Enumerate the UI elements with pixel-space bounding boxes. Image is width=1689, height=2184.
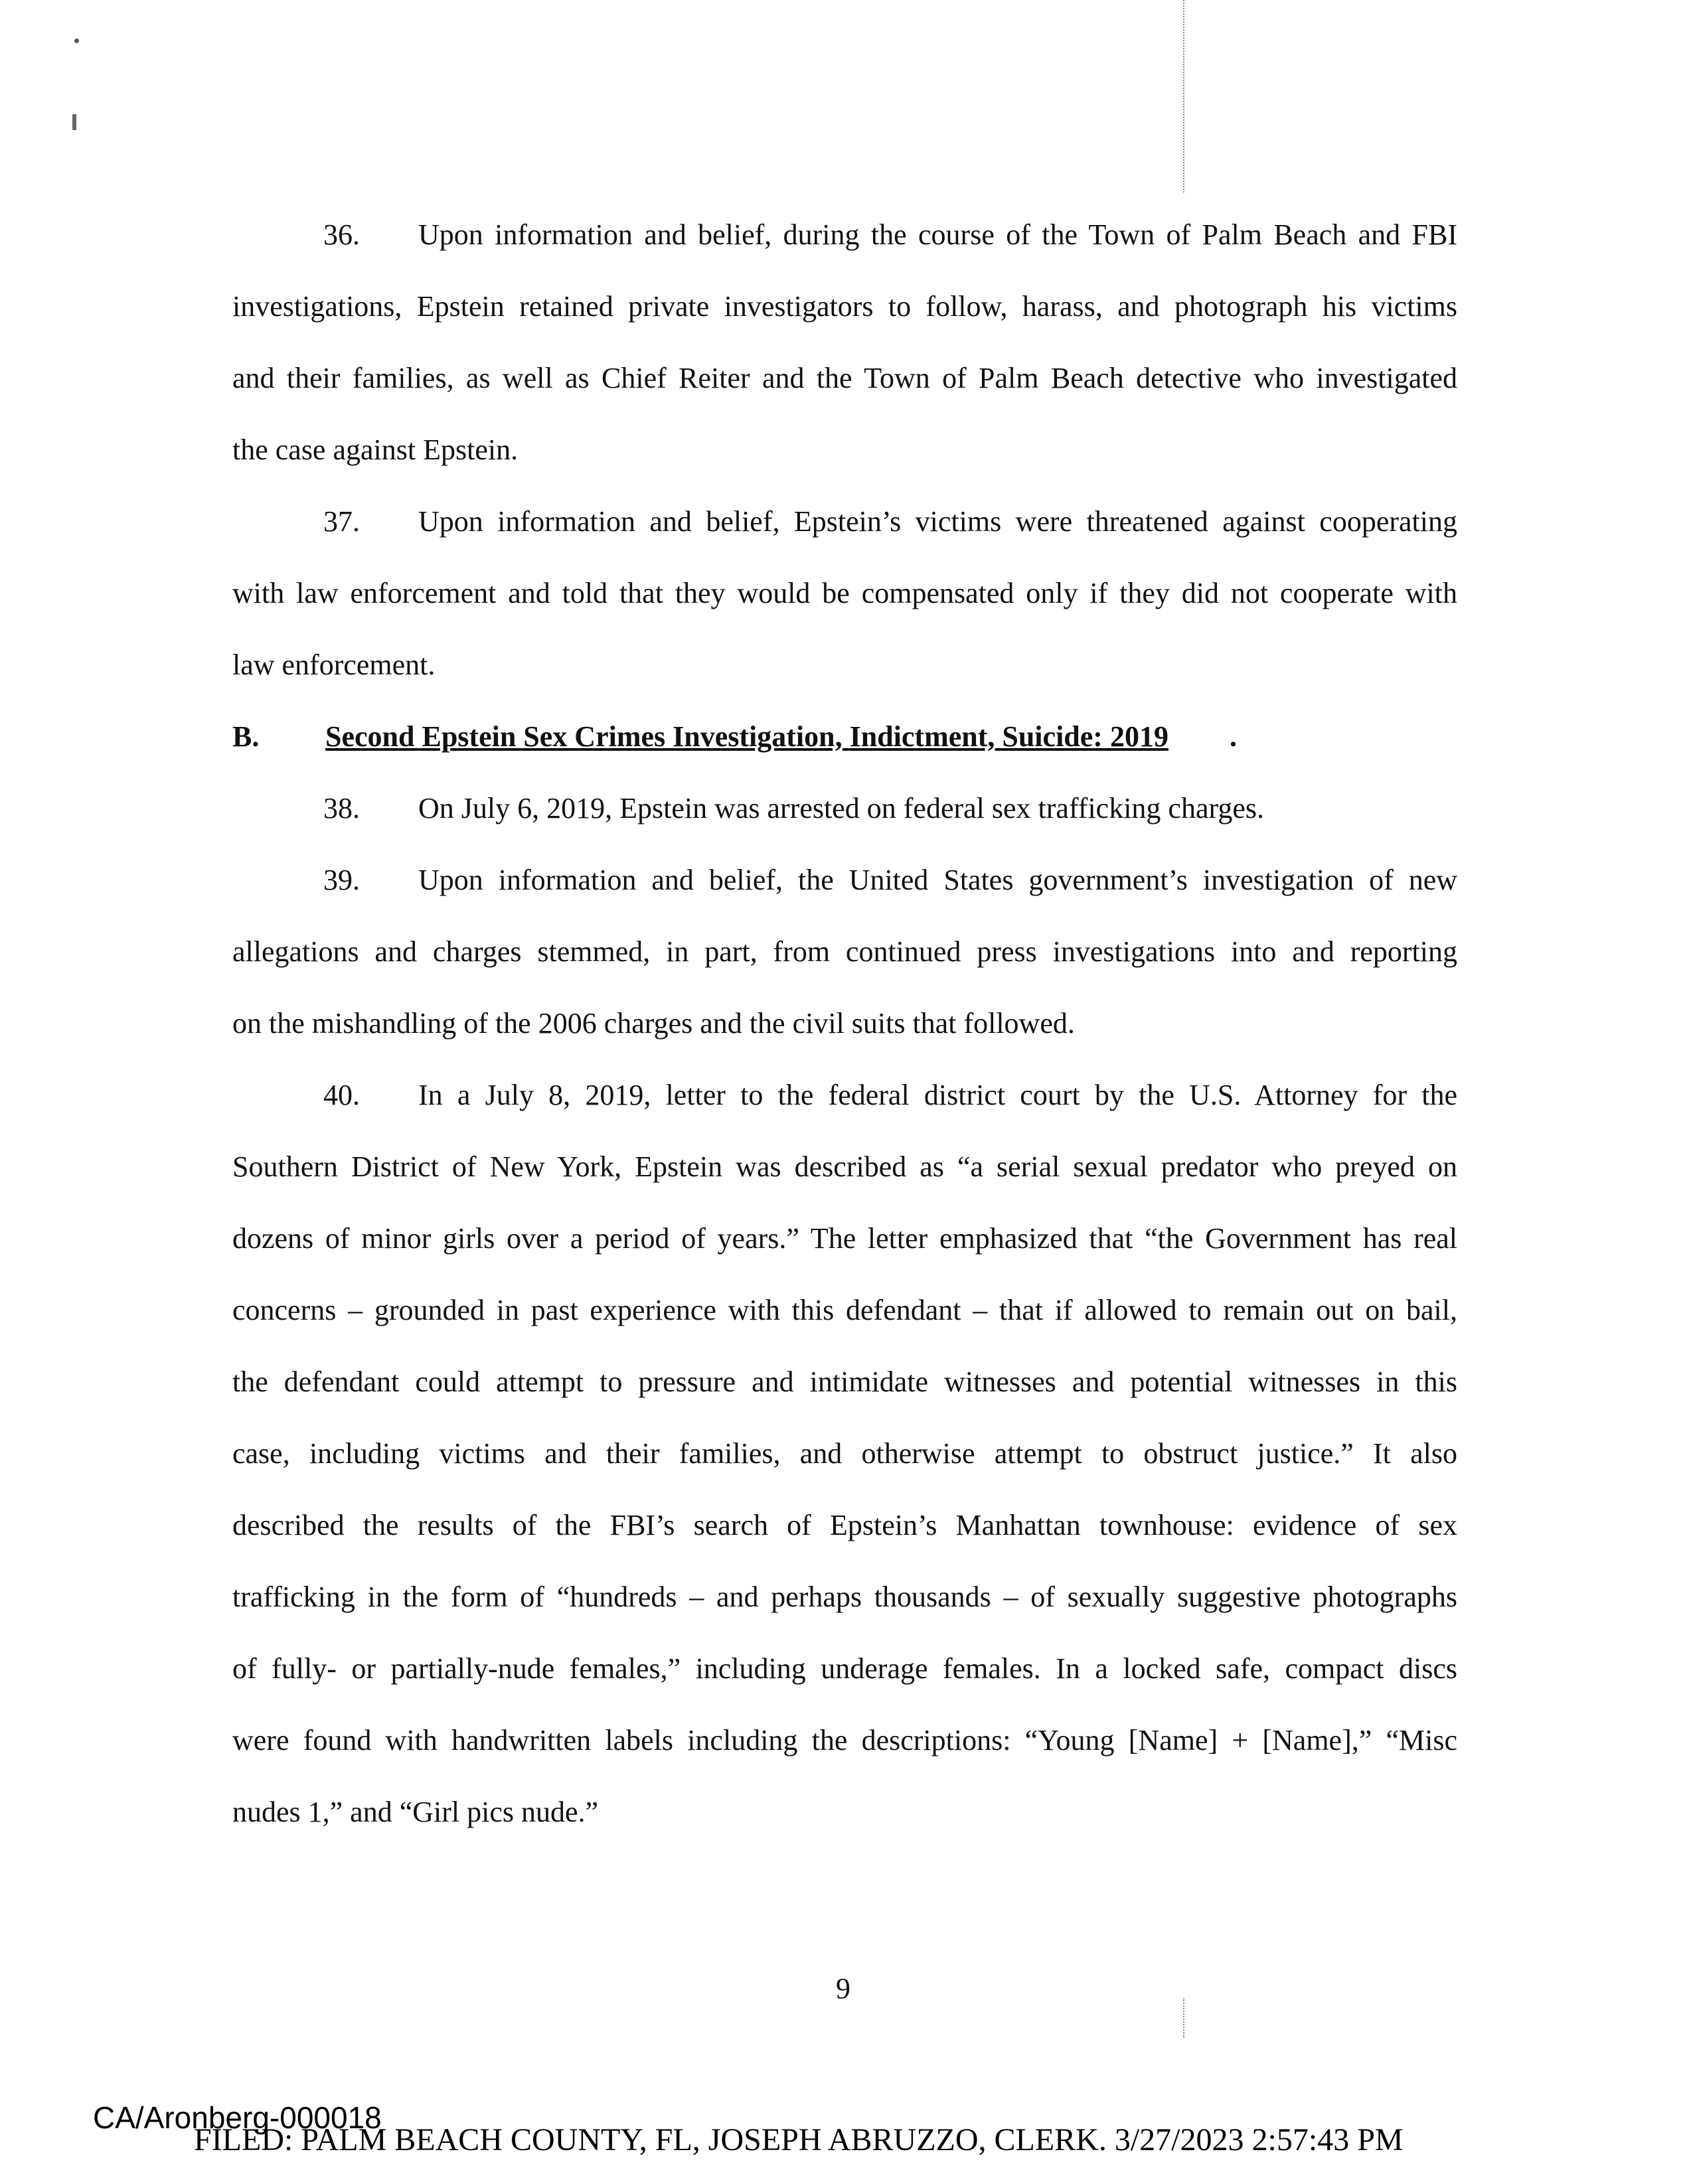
- page-number: 9: [836, 1972, 850, 2005]
- paragraph-number: 38.: [323, 792, 360, 824]
- paragraph-line: dozens of minor girls over a period of years.” The letter emphasized that “the Government has real: [232, 1222, 1457, 1255]
- paragraph-line: the defendant could attempt to pressure and intimidate witnesses and potential witnesses in this: [232, 1365, 1457, 1398]
- paragraph-line: Upon information and belief, during the course of the Town of Palm Beach and FBI: [418, 218, 1457, 251]
- paragraph-line: concerns – grounded in past experience with this defendant – that if allowed to remain out on bail,: [232, 1294, 1457, 1326]
- paragraph-line: case, including victims and their families, and otherwise attempt to obstruct justice.” It also: [232, 1437, 1457, 1470]
- scan-dotted-line: [1183, 1998, 1186, 2038]
- section-heading-period: .: [1230, 720, 1237, 753]
- paragraph-line: the case against Epstein.: [232, 433, 519, 466]
- paragraph-number: 39.: [323, 864, 360, 896]
- paragraph-line: law enforcement.: [232, 649, 436, 681]
- paragraph-number: 36.: [323, 218, 360, 251]
- paragraph-line: investigations, Epstein retained private investigators to follow, harass, and photograph his victims: [232, 290, 1457, 323]
- paragraph-line: On July 6, 2019, Epstein was arrested on federal sex trafficking charges.: [418, 792, 1265, 824]
- bates-number: CA/Aronberg-000018: [93, 2100, 382, 2135]
- paragraph-line: Upon information and belief, the United States government’s investigation of new: [418, 864, 1457, 896]
- paragraph-line: Southern District of New York, Epstein was described as “a serial sexual predator who preyed on: [232, 1150, 1457, 1183]
- filed-stamp: FILED: PALM BEACH COUNTY, FL, JOSEPH ABRUZZO, CLERK. 3/27/2023 2:57:43 PM: [194, 2122, 1404, 2157]
- paragraph-line: In a July 8, 2019, letter to the federal district court by the U.S. Attorney for the: [418, 1079, 1457, 1111]
- scan-speck: [74, 39, 79, 43]
- paragraph-line: on the mishandling of the 2006 charges and the civil suits that followed.: [232, 1007, 1075, 1040]
- paragraph-line: were found with handwritten labels including the descriptions: “Young [Name] + [Name],” “Misc: [232, 1724, 1457, 1756]
- scan-dotted-line: [1183, 0, 1186, 193]
- section-heading-letter: B.: [232, 720, 260, 753]
- paragraph-number: 37.: [323, 505, 360, 538]
- scan-speck: [72, 114, 76, 130]
- section-heading-title: Second Epstein Sex Crimes Investigation, Indictment, Suicide: 2019: [325, 720, 1168, 753]
- paragraph-line: described the results of the FBI’s search of Epstein’s Manhattan townhouse: evidence of sex: [232, 1509, 1457, 1541]
- paragraph-line: Upon information and belief, Epstein’s victims were threatened against cooperating: [418, 505, 1457, 538]
- paragraph-line: of fully- or partially-nude females,” including underage females. In a locked safe, compact discs: [232, 1652, 1457, 1685]
- paragraph-line: nudes 1,” and “Girl pics nude.”: [232, 1796, 599, 1828]
- paragraph-number: 40.: [323, 1079, 360, 1111]
- paragraph-line: with law enforcement and told that they would be compensated only if they did not cooperate with: [232, 577, 1457, 609]
- paragraph-line: trafficking in the form of “hundreds – and perhaps thousands – of sexually suggestive photographs: [232, 1581, 1457, 1613]
- paragraph-line: and their families, as well as Chief Reiter and the Town of Palm Beach detective who investigated: [232, 362, 1457, 394]
- paragraph-line: allegations and charges stemmed, in part, from continued press investigations into and reporting: [232, 935, 1457, 968]
